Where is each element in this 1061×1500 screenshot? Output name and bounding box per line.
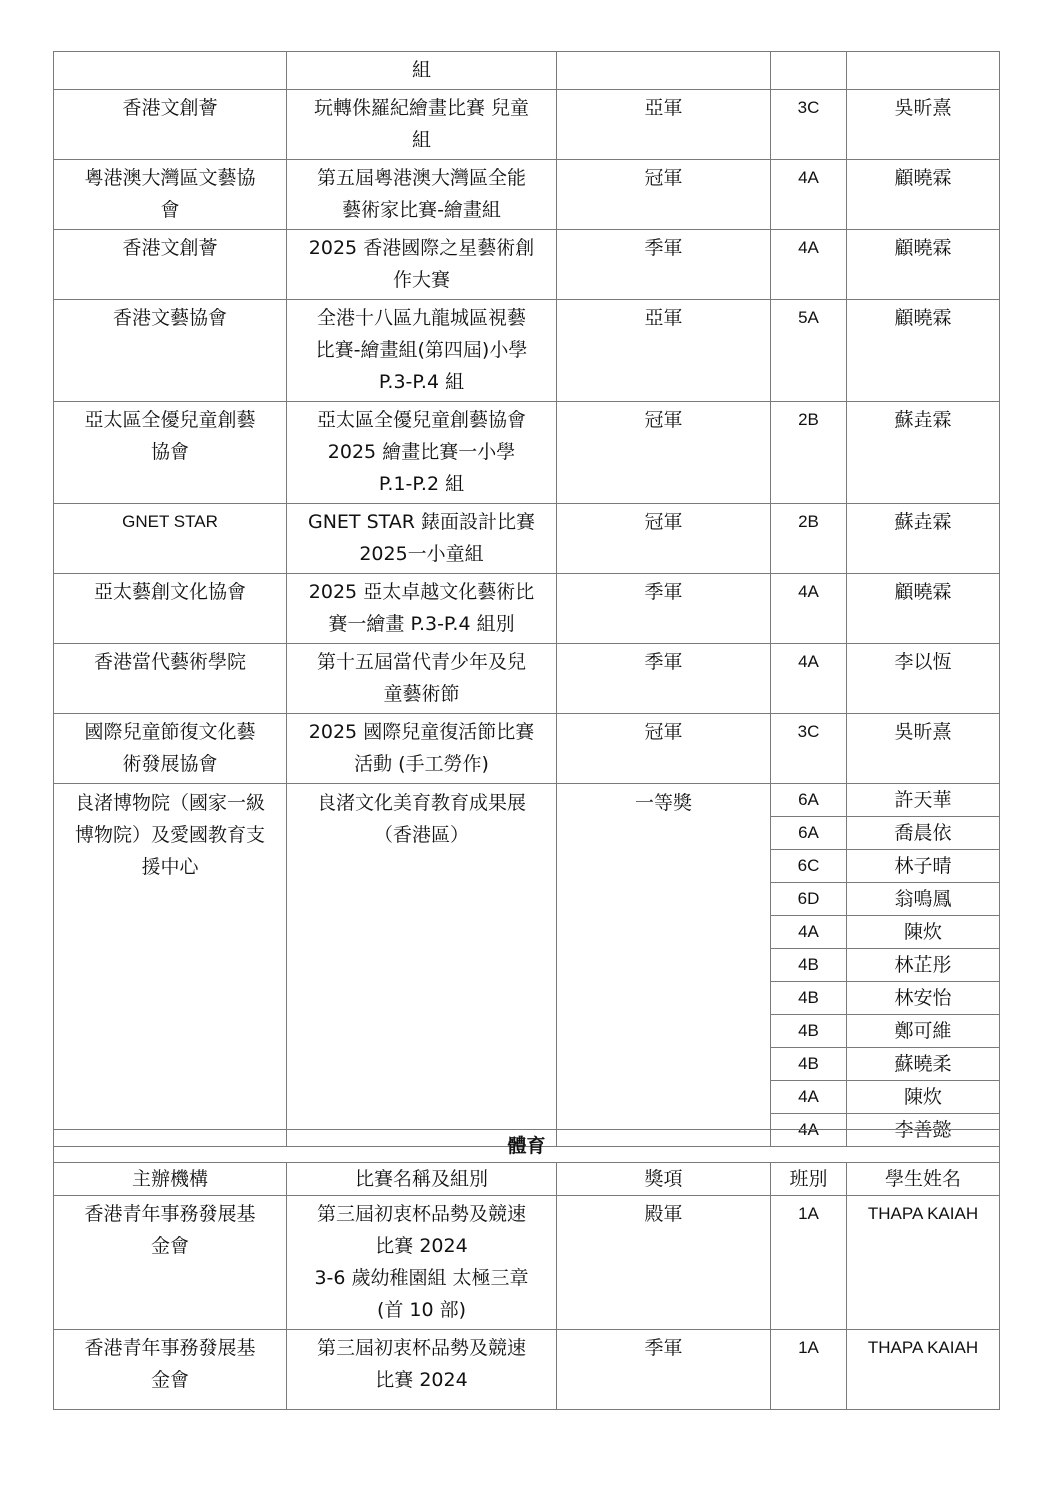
- header-row: [54, 1163, 1000, 1196]
- competition-cell: 2025 國際兒童復活節比賽 活動 (手工勞作): [287, 714, 557, 784]
- student-cell: 顧曉霖: [847, 230, 1000, 300]
- section-title-row: [54, 1130, 1000, 1163]
- class-cell: 4B: [771, 1048, 847, 1081]
- table-row: [54, 160, 1000, 230]
- header-organizer: 主辦機構: [54, 1163, 287, 1196]
- table-row: [54, 714, 1000, 784]
- class-cell: 4A: [771, 574, 847, 644]
- class-cell: 4A: [771, 916, 847, 949]
- organizer-cell: 亞太區全優兒童創藝 協會: [54, 402, 287, 504]
- organizer-cell: 香港青年事務發展基 金會: [54, 1330, 287, 1410]
- student-cell: 林安怡: [847, 982, 1000, 1015]
- student-cell: 吳昕熹: [847, 90, 1000, 160]
- header-class: 班別: [771, 1163, 847, 1196]
- table-row: [54, 90, 1000, 160]
- award-cell: 冠軍: [557, 714, 771, 784]
- student-cell: 陳炊: [847, 916, 1000, 949]
- award-cell: [557, 52, 771, 90]
- organizer-cell: 香港青年事務發展基 金會: [54, 1196, 287, 1330]
- class-cell: 1A: [771, 1196, 847, 1330]
- class-cell: [771, 52, 847, 90]
- award-cell: 季軍: [557, 1330, 771, 1410]
- table-row: [54, 644, 1000, 714]
- competition-cell: 良渚文化美育教育成果展 （香港區）: [287, 784, 557, 1147]
- student-cell: 顧曉霖: [847, 574, 1000, 644]
- student-cell: 顧曉霖: [847, 160, 1000, 230]
- header-student: 學生姓名: [847, 1163, 1000, 1196]
- class-cell: 6D: [771, 883, 847, 916]
- student-cell: 林子晴: [847, 850, 1000, 883]
- student-cell: [847, 52, 1000, 90]
- class-cell: 2B: [771, 402, 847, 504]
- table-row: [54, 574, 1000, 644]
- class-cell: 4A: [771, 644, 847, 714]
- class-cell: 6C: [771, 850, 847, 883]
- class-cell: 4A: [771, 1114, 847, 1147]
- organizer-cell: 香港文藝協會: [54, 300, 287, 402]
- competition-cell: 第五屆粵港澳大灣區全能 藝術家比賽-繪畫組: [287, 160, 557, 230]
- class-cell: 4B: [771, 1015, 847, 1048]
- student-cell: 吳昕熹: [847, 714, 1000, 784]
- student-cell: 許天華: [847, 784, 1000, 817]
- student-cell: 陳炊: [847, 1081, 1000, 1114]
- arts-awards-table: [53, 51, 1000, 1147]
- award-cell: 冠軍: [557, 402, 771, 504]
- class-cell: 2B: [771, 504, 847, 574]
- award-cell: 季軍: [557, 574, 771, 644]
- student-cell: 蘇垚霖: [847, 402, 1000, 504]
- class-cell: 4A: [771, 1081, 847, 1114]
- student-cell: 李以恆: [847, 644, 1000, 714]
- competition-cell: 2025 香港國際之星藝術創 作大賽: [287, 230, 557, 300]
- student-cell: 喬晨依: [847, 817, 1000, 850]
- competition-cell: 玩轉侏羅紀繪畫比賽 兒童 組: [287, 90, 557, 160]
- sports-awards-table: [53, 1129, 1000, 1410]
- class-cell: 3C: [771, 90, 847, 160]
- class-cell: 4A: [771, 230, 847, 300]
- competition-cell: 第三屆初衷杯品勢及競速 比賽 2024: [287, 1330, 557, 1410]
- class-cell: 4B: [771, 949, 847, 982]
- organizer-cell: 良渚博物院（國家一級 博物院）及愛國教育支 援中心: [54, 784, 287, 1147]
- table-row: [54, 300, 1000, 402]
- student-cell: 蘇曉柔: [847, 1048, 1000, 1081]
- student-cell: 鄭可維: [847, 1015, 1000, 1048]
- class-cell: 6A: [771, 784, 847, 817]
- organizer-cell: 香港文創薈: [54, 230, 287, 300]
- student-cell: 林芷彤: [847, 949, 1000, 982]
- table-row: [54, 1196, 1000, 1330]
- class-cell: 5A: [771, 300, 847, 402]
- section-title: 體育: [54, 1130, 1000, 1163]
- award-cell: 季軍: [557, 230, 771, 300]
- student-cell: THAPA KAIAH: [847, 1330, 1000, 1410]
- competition-cell: 第三屆初衷杯品勢及競速 比賽 2024 3-6 歲幼稚園組 太極三章 (首 10 部): [287, 1196, 557, 1330]
- table-row: [54, 52, 1000, 90]
- competition-cell: 全港十八區九龍城區視藝 比賽-繪畫組(第四屆)小學 P.3-P.4 組: [287, 300, 557, 402]
- class-cell: 4A: [771, 160, 847, 230]
- organizer-cell: GNET STAR: [54, 504, 287, 574]
- header-award: 獎項: [557, 1163, 771, 1196]
- table-row: [54, 1330, 1000, 1410]
- table-row: [54, 230, 1000, 300]
- class-cell: 4B: [771, 982, 847, 1015]
- award-cell: 季軍: [557, 644, 771, 714]
- organizer-cell: 香港當代藝術學院: [54, 644, 287, 714]
- student-cell: THAPA KAIAH: [847, 1196, 1000, 1330]
- organizer-cell: 香港文創薈: [54, 90, 287, 160]
- competition-cell: 第十五屆當代青少年及兒 童藝術節: [287, 644, 557, 714]
- competition-cell: 組: [287, 52, 557, 90]
- class-cell: 1A: [771, 1330, 847, 1410]
- award-cell: 冠軍: [557, 504, 771, 574]
- award-cell: 亞軍: [557, 90, 771, 160]
- competition-cell: 亞太區全優兒童創藝協會 2025 繪畫比賽一小學 P.1-P.2 組: [287, 402, 557, 504]
- award-cell: 冠軍: [557, 160, 771, 230]
- competition-cell: 2025 亞太卓越文化藝術比 賽一繪畫 P.3-P.4 組別: [287, 574, 557, 644]
- class-cell: 3C: [771, 714, 847, 784]
- student-cell: 翁鳴鳳: [847, 883, 1000, 916]
- award-cell: 亞軍: [557, 300, 771, 402]
- award-cell: 殿軍: [557, 1196, 771, 1330]
- student-cell: 李善懿: [847, 1114, 1000, 1147]
- organizer-cell: 亞太藝創文化協會: [54, 574, 287, 644]
- class-cell: 6A: [771, 817, 847, 850]
- header-competition: 比賽名稱及組別: [287, 1163, 557, 1196]
- competition-cell: GNET STAR 錶面設計比賽 2025一小童組: [287, 504, 557, 574]
- student-cell: 蘇垚霖: [847, 504, 1000, 574]
- award-cell: 一等獎: [557, 784, 771, 1147]
- organizer-cell: 國際兒童節復文化藝 術發展協會: [54, 714, 287, 784]
- table-row: [54, 784, 1000, 817]
- organizer-cell: 粵港澳大灣區文藝協 會: [54, 160, 287, 230]
- table-row: [54, 504, 1000, 574]
- organizer-cell: [54, 52, 287, 90]
- student-cell: 顧曉霖: [847, 300, 1000, 402]
- table-row: [54, 402, 1000, 504]
